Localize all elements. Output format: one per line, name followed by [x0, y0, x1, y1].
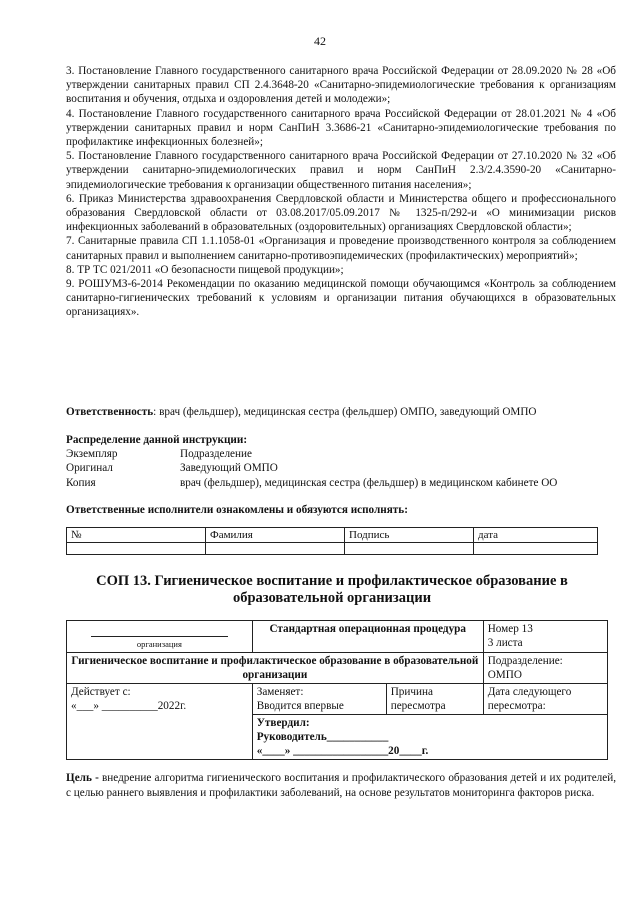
sop-number: Номер 13 — [487, 623, 533, 635]
reference-item: 8. ТР ТС 021/2011 «О безопасности пищевой продукции»; — [66, 263, 344, 276]
reference-item: 9. РОШУМЗ-6-2014 Рекомендации по оказанию медицинской помощи обучающимся «Контроль за соблюдением санитарно-гигиенических требований к условиям и организации питания обучающихся в образовательных организациях». — [66, 278, 616, 319]
organization-cell — [67, 621, 253, 653]
reference-item: 6. Приказ Министерства здравоохранения Свердловской области и Министерства общего и профессионального образования Свердловской области от 03.08.2017/05.09.2017 № 1325-п/292-и «О минимизации рисков инфекционных заболеваний в образовательных (оздоровительных) организациях Свердловской области»; — [66, 192, 616, 234]
distribution-key: Копия — [66, 476, 96, 489]
number-cell — [483, 621, 607, 653]
head-signature[interactable]: Руководитель___________ — [256, 731, 389, 743]
reference-item: 3. Постановление Главного государственного санитарного врача Российской Федерации от 28.09.2020 № 28 «Об утверждении санитарных правил СП 2.4.3648-20 «Санитарно-эпидемиологические требования к организациям воспитания и обучения, отдыха и оздоровления детей и молодежи»; — [66, 65, 616, 106]
reason-cell — [386, 684, 483, 715]
column-surname: Фамилия — [206, 528, 345, 543]
goal-text: внедрение алгоритма гигиенического воспитания и профилактического образования детей и их родителей, с целью раннего выявления и профилактики заболеваний, на основе результатов мониторинга факторов риска. — [66, 772, 616, 799]
table-row — [67, 543, 598, 555]
references-list — [66, 64, 616, 320]
distribution — [66, 433, 616, 490]
reference-item: 4. Постановление Главного государственного санитарного врача Российской Федерации от 28.01.2021 № 4 «Об утверждении санитарных правил и норм СанПиН 3.3686-21 «Санитарно-эпидемиологические требования по профилактике инфекционных болезней»; — [66, 107, 616, 149]
goal-label: Цель - — [66, 772, 99, 784]
distribution-value: Подразделение — [180, 448, 252, 461]
approval-cell — [252, 715, 607, 760]
responsibility-text: : врач (фельдшер), медицинская сестра (фельдшер) ОМПО, заведующий ОМПО — [153, 406, 537, 418]
goal-paragraph — [66, 771, 616, 800]
sop-title: СОП 13. Гигиеническое воспитание и профилактическое образование в образовательной организации — [96, 573, 568, 606]
valid-cell — [67, 684, 253, 760]
table-row — [67, 653, 608, 684]
distribution-value: Заведующий ОМПО — [180, 462, 278, 475]
division-value: ОМПО — [487, 669, 522, 681]
replaces-value: Вводится впервые — [256, 700, 344, 712]
table-cell[interactable] — [474, 543, 598, 555]
review-cell: Дата следующего пересмотра: — [483, 684, 607, 715]
distribution-row — [66, 476, 616, 490]
table-header-row — [67, 528, 598, 543]
distribution-value: врач (фельдшер), медицинская сестра (фельдшер) в медицинском кабинете ОО — [180, 476, 558, 489]
distribution-row — [66, 461, 616, 475]
responsibility-label: Ответственность — [66, 406, 154, 418]
reference-item: 5. Постановление Главного государственного санитарного врача Российской Федерации от 27.10.2020 № 32 «Об утверждении санитарно-эпидемиологических правил и норм СанПиН 2.3/2.4.3590-20 «Санитарно-эпидемиологические требования к организации общественного питания населения»; — [66, 150, 616, 191]
replaces-cell — [252, 684, 386, 715]
approved-label: Утвердил: — [256, 717, 310, 729]
procedure-name: Гигиеническое воспитание и профилактическое образование в образовательной организации — [67, 653, 484, 684]
table-row — [67, 621, 608, 653]
column-date: дата — [474, 528, 598, 543]
valid-date[interactable]: «___» __________2022г. — [71, 700, 187, 712]
distribution-key: Оригинал — [66, 462, 113, 475]
reference-item: 7. Санитарные правила СП 1.1.1058-01 «Организация и проведение производственного контроля за соблюдением санитарных правил и выполнением санитарно-противоэпидемических (профилактических) мероприятий»; — [66, 235, 616, 262]
distribution-key: Экземпляр — [66, 448, 118, 461]
column-number: № — [67, 528, 206, 543]
division-cell — [483, 653, 607, 684]
distribution-row — [66, 447, 616, 461]
table-row — [67, 684, 608, 715]
table-cell[interactable] — [206, 543, 345, 555]
page-number: 42 — [314, 34, 326, 48]
division-label: Подразделение: — [487, 655, 563, 667]
distribution-title: Распределение данной инструкции: — [66, 434, 248, 446]
approval-date[interactable]: «____» _________________20____г. — [256, 745, 429, 757]
column-signature: Подпись — [345, 528, 474, 543]
replaces-label: Заменяет: — [256, 686, 304, 698]
table-cell[interactable] — [345, 543, 474, 555]
sop-table — [66, 620, 608, 760]
valid-label: Действует с: — [71, 686, 131, 698]
responsibility — [66, 405, 616, 419]
table-cell[interactable] — [67, 543, 206, 555]
sop-pages: 3 листа — [487, 637, 523, 649]
procedure-cell: Стандартная операционная процедура — [252, 621, 483, 653]
organization-label: организация — [136, 639, 182, 649]
acquaint-title: Ответственные исполнители ознакомлены и обязуются исполнять: — [66, 504, 408, 516]
acquaint-table — [66, 527, 598, 555]
reason-value: пересмотра — [390, 700, 446, 712]
reason-label: Причина — [390, 686, 433, 698]
